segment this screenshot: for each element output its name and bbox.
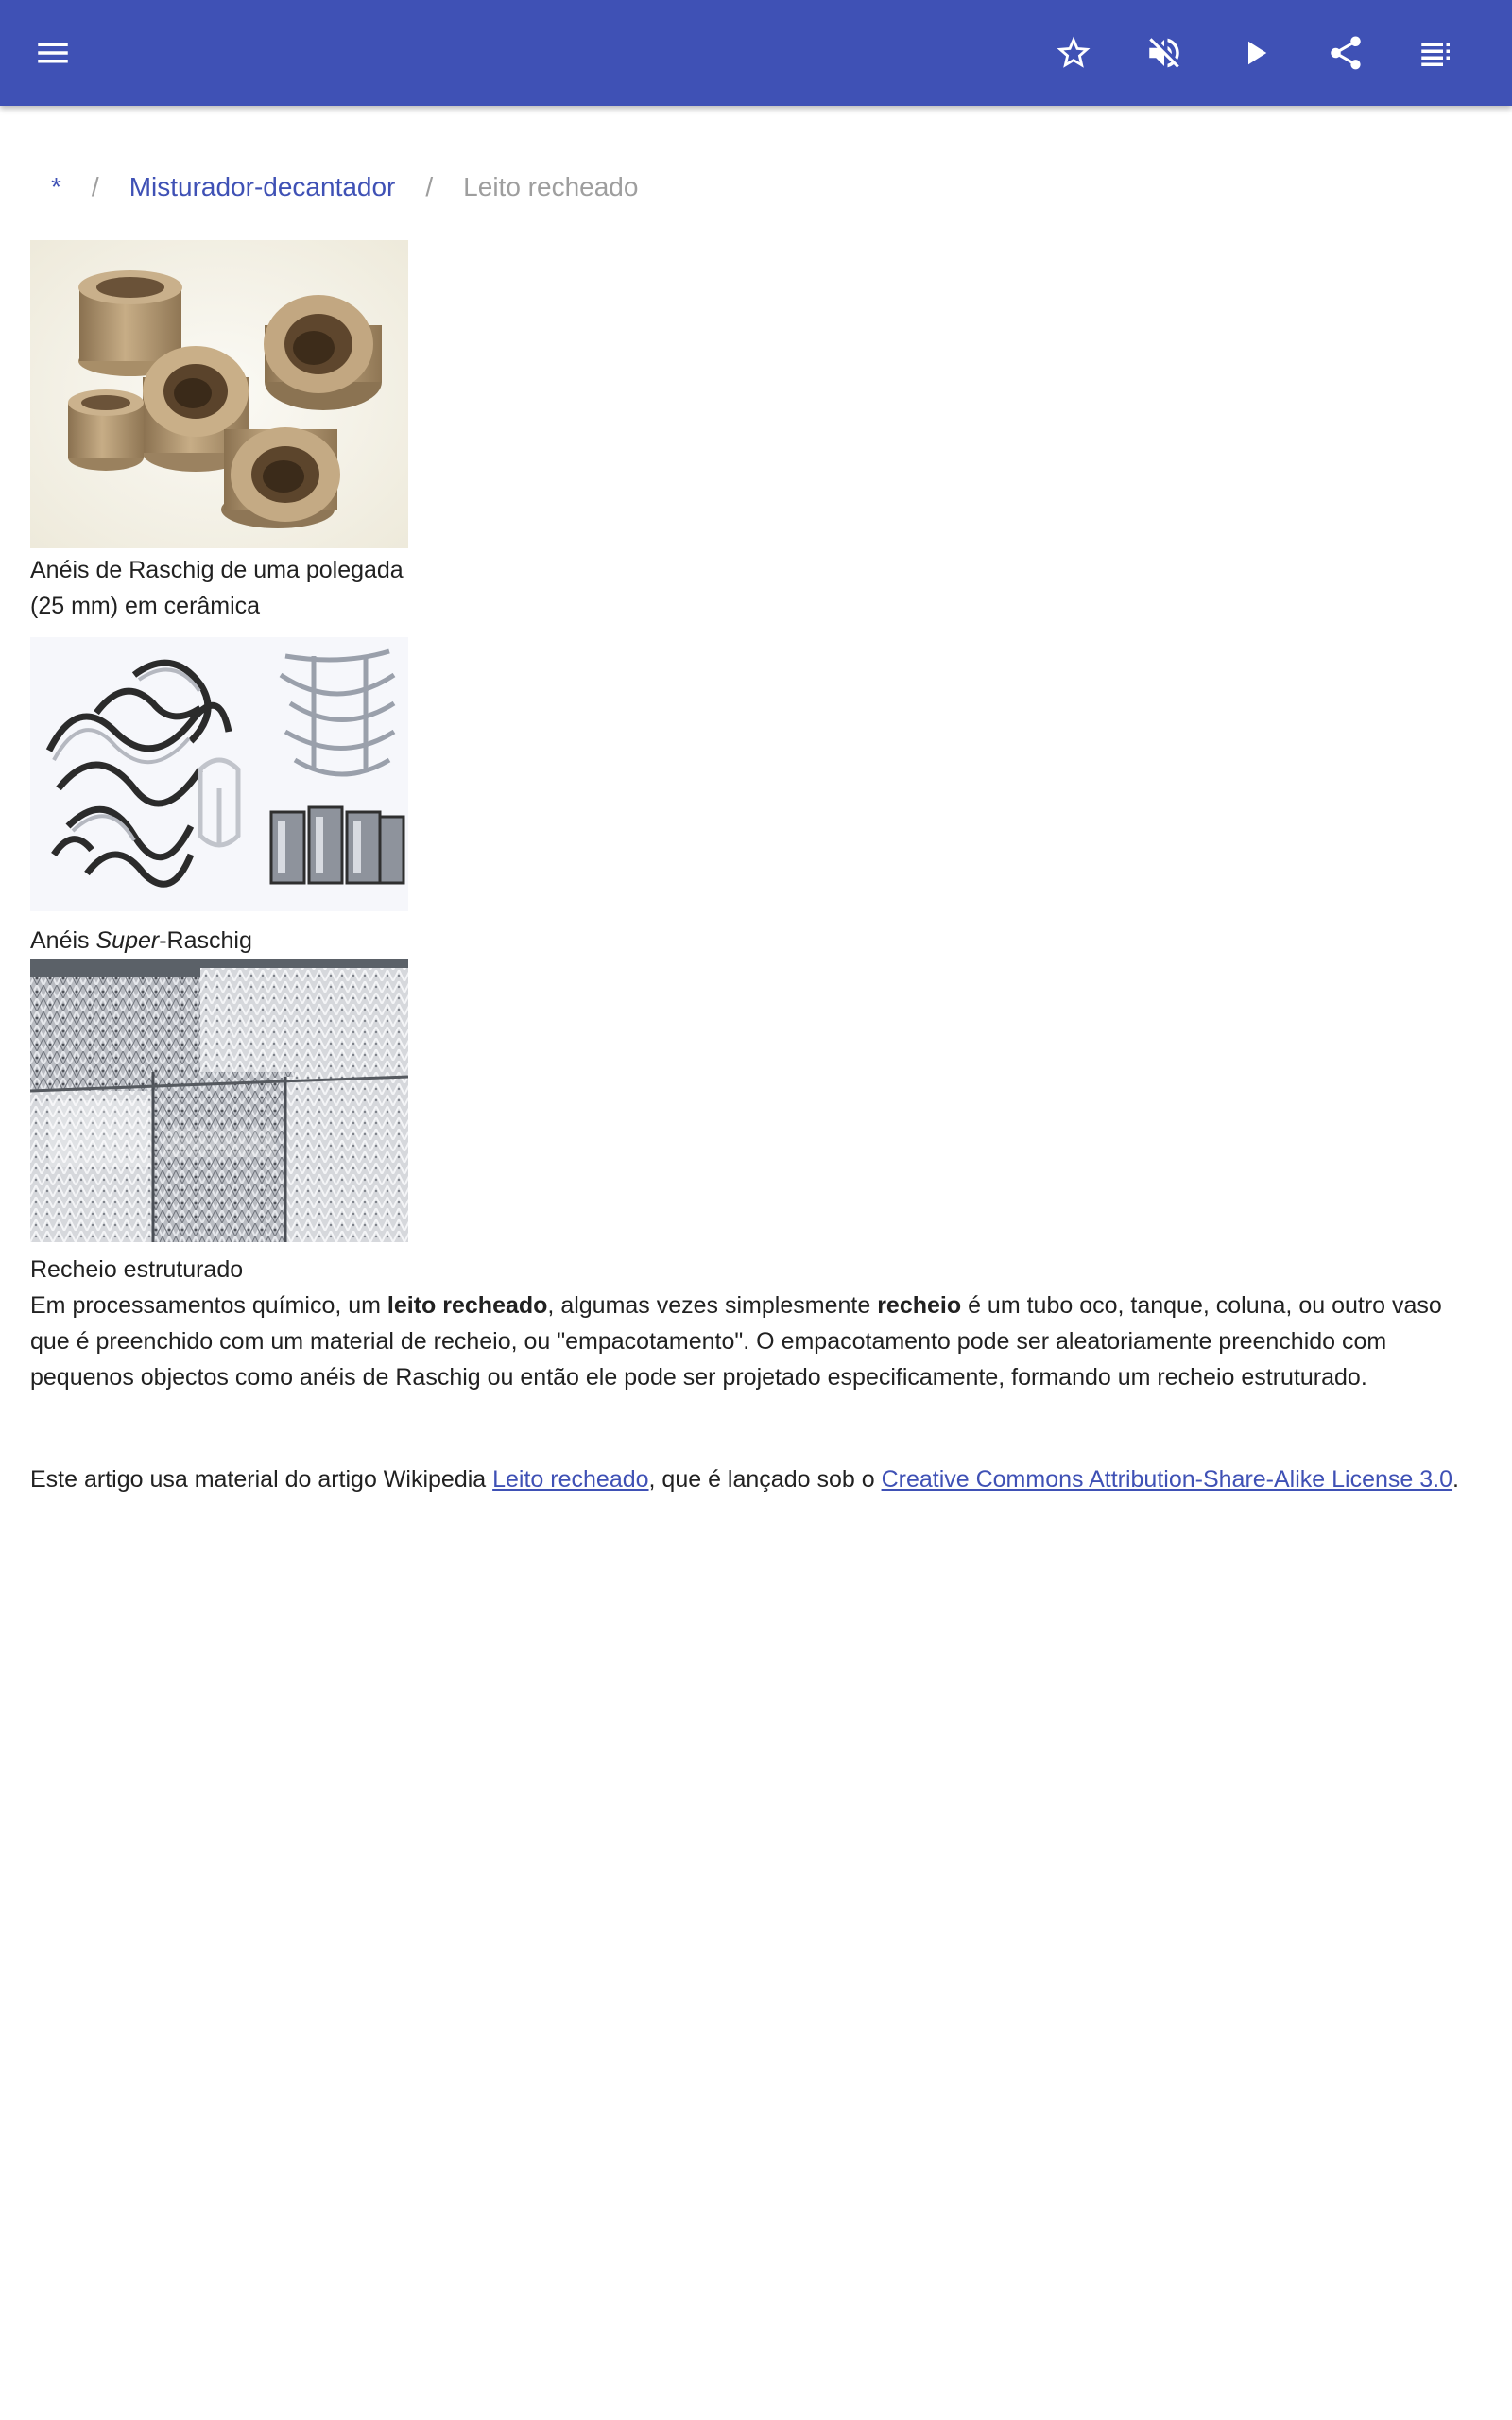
raschig-rings-image[interactable] xyxy=(30,240,408,548)
volume-off-icon xyxy=(1144,33,1184,73)
figure-structured-packing xyxy=(30,959,408,1288)
playlist-button[interactable] xyxy=(1406,23,1467,83)
breadcrumb-root-link[interactable]: * xyxy=(51,172,61,201)
breadcrumb-separator: / xyxy=(425,172,434,201)
attribution-text: , que é lançado sob o xyxy=(648,1466,882,1493)
article-paragraph xyxy=(30,1288,1482,1395)
super-raschig-image[interactable] xyxy=(30,637,408,911)
play-icon xyxy=(1235,33,1275,73)
figure-caption: Recheio estruturado xyxy=(30,1256,244,1283)
caption-suffix: -Raschig xyxy=(159,927,252,954)
license-link[interactable]: Creative Commons Attribution-Share-Alike License 3.0 xyxy=(881,1466,1453,1493)
breadcrumb xyxy=(30,168,1482,206)
caption-italic: Super xyxy=(95,927,160,954)
app-toolbar xyxy=(0,0,1512,106)
menu-icon xyxy=(33,33,73,73)
share-icon xyxy=(1326,33,1366,73)
article-content xyxy=(30,106,1482,1497)
star-outline-icon xyxy=(1054,33,1093,73)
menu-button[interactable] xyxy=(23,23,83,83)
wikipedia-article-link[interactable]: Leito recheado xyxy=(492,1466,649,1493)
play-button[interactable] xyxy=(1225,23,1285,83)
attribution-text: . xyxy=(1452,1466,1459,1493)
breadcrumb-separator: / xyxy=(91,172,99,201)
figure-raschig-rings xyxy=(30,240,408,624)
share-button[interactable] xyxy=(1315,23,1376,83)
figure-super-raschig xyxy=(30,637,408,959)
breadcrumb-parent-link[interactable]: Misturador-decantador xyxy=(129,172,396,201)
paragraph-text: , algumas vezes simplesmente xyxy=(547,1292,878,1319)
attribution-text: Este artigo usa material do artigo Wikipedia xyxy=(30,1466,493,1493)
favorite-button[interactable] xyxy=(1043,23,1104,83)
license-attribution xyxy=(30,1461,1482,1497)
figure-caption: Anéis de Raschig de uma polegada (25 mm) em cerâmica xyxy=(30,557,404,619)
paragraph-text: é um tubo oco, tanque, coluna, ou outro vaso que é preenchido com um material de recheio, ou "empacotamento". O empacotamento pode ser aleatoriamente preenchido com pequenos objectos como anéis de Raschig ou então ele pode ser projetado especificamente, formando um recheio estruturado. xyxy=(30,1292,1442,1391)
caption-prefix: Anéis xyxy=(30,927,96,954)
playlist-icon xyxy=(1417,33,1456,73)
term-recheio: recheio xyxy=(877,1292,962,1319)
term-leito-recheado: leito recheado xyxy=(387,1292,548,1319)
structured-packing-image[interactable] xyxy=(30,959,408,1242)
mute-button[interactable] xyxy=(1134,23,1194,83)
paragraph-text: Em processamentos químico, um xyxy=(30,1292,387,1319)
breadcrumb-current: Leito recheado xyxy=(463,172,639,201)
figure-caption xyxy=(30,923,408,959)
